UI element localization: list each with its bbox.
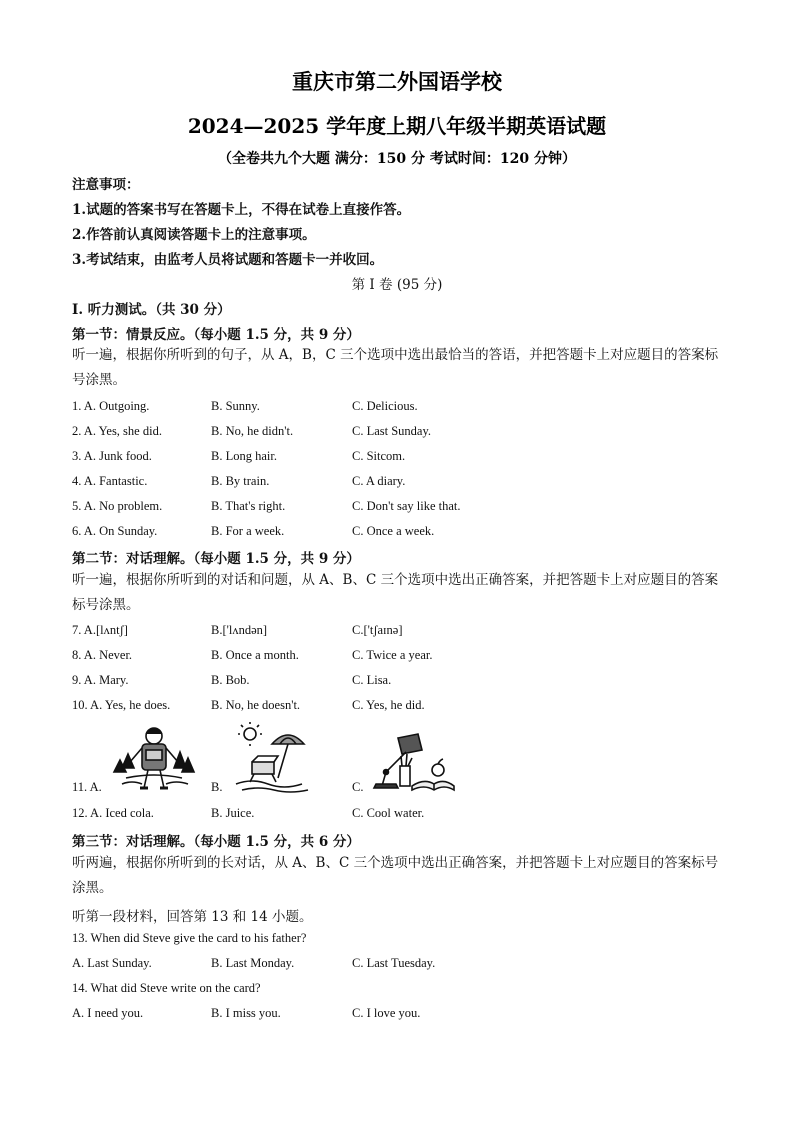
section2-title: 第二节：对话理解。（每小题 1.5 分，共 9 分） <box>72 551 360 567</box>
question-option: 8. A. Never. <box>72 648 133 662</box>
notes-heading: 注意事项： <box>72 177 140 193</box>
exam-title: 2024—2025 学年度上期八年级半期英语试题 <box>187 114 607 138</box>
question-option: C. I love you. <box>352 1006 421 1020</box>
question-option: C. Once a week. <box>352 524 435 538</box>
part1-title: I. 听力测试。（共 30 分） <box>72 302 231 318</box>
exam-info: （全卷共九个大题 满分：150 分 考试时间：120 分钟） <box>218 151 576 167</box>
question-option: B.['lʌndən] <box>211 623 268 637</box>
question-13: 13. When did Steve give the card to his father? <box>72 931 307 945</box>
question-option: C. Twice a year. <box>352 648 433 662</box>
question-option: B. I miss you. <box>211 1006 281 1020</box>
volume-title: 第 I 卷 (95 分) <box>351 277 443 293</box>
question-option: C.['tʃaɪnə] <box>352 623 403 637</box>
question-option: 6. A. On Sunday. <box>72 524 158 538</box>
question-option: C. Lisa. <box>352 673 392 687</box>
question-option: A. I need you. <box>72 1006 144 1020</box>
question-option: 7. A.[lʌntʃ] <box>72 623 128 637</box>
question-option: B. Juice. <box>211 806 255 820</box>
question-option: B. Long hair. <box>211 449 277 463</box>
question-option: C. Sitcom. <box>352 449 406 463</box>
question-option: B. Once a month. <box>211 648 299 662</box>
question-option: C. Last Tuesday. <box>352 956 436 970</box>
question-option: C. <box>352 780 364 794</box>
question-option: 2. A. Yes, she did. <box>72 424 162 438</box>
beach-umbrella-icon <box>232 722 316 794</box>
section3-title: 第三节：对话理解。（每小题 1.5 分，共 6 分） <box>72 834 360 850</box>
question-option: 11. A. <box>72 780 102 794</box>
section3-lead: 听第一段材料，回答第 13 和 14 小题。 <box>72 909 313 925</box>
question-option: B. No, he didn't. <box>211 424 294 438</box>
question-option: C. Last Sunday. <box>352 424 432 438</box>
question-option: B. Last Monday. <box>211 956 295 970</box>
question-option: B. No, he doesn't. <box>211 698 301 712</box>
section3-instructions: 听两遍，根据你所听到的长对话，从 A、B、C 三个选项中选出正确答案，并把答题卡上对应题目的答案标号涂黑。 <box>72 855 719 896</box>
question-option: A. Last Sunday. <box>72 956 152 970</box>
section2-instructions: 听一遍，根据你所听到的对话和问题，从 A、B、C 三个选项中选出正确答案，并把答题卡上对应题目的答案标号涂黑。 <box>72 572 719 613</box>
question-option: B. By train. <box>211 474 270 488</box>
question-option: B. Sunny. <box>211 399 260 413</box>
question-option: B. Bob. <box>211 673 250 687</box>
note-item: 2.作答前认真阅读答题卡上的注意事项。 <box>72 227 316 243</box>
question-option: 10. A. Yes, he does. <box>72 698 171 712</box>
desk-lamp-books-icon <box>372 728 456 794</box>
note-item: 3.考试结束，由监考人员将试题和答题卡一并收回。 <box>72 252 384 268</box>
question-option: 3. A. Junk food. <box>72 449 152 463</box>
question-option: 1. A. Outgoing. <box>72 399 150 413</box>
note-item: 1.试题的答案书写在答题卡上，不得在试卷上直接作答。 <box>72 202 411 218</box>
question-option: B. That's right. <box>211 499 286 513</box>
question-option: C. Delicious. <box>352 399 418 413</box>
question-option: 12. A. Iced cola. <box>72 806 154 820</box>
question-option: 4. A. Fantastic. <box>72 474 148 488</box>
question-option: B. For a week. <box>211 524 285 538</box>
question-14: 14. What did Steve write on the card? <box>72 981 261 995</box>
question-option: C. Cool water. <box>352 806 425 820</box>
question-option: B. <box>211 780 223 794</box>
question-option: C. A diary. <box>352 474 406 488</box>
section1-title: 第一节：情景反应。（每小题 1.5 分，共 9 分） <box>72 327 360 343</box>
section1-instructions: 听一遍，根据你所听到的句子，从 A，B，C 三个选项中选出最恰当的答语，并把答题卡上对应题目的答案标号涂黑。 <box>72 347 719 388</box>
question-option: C. Don't say like that. <box>352 499 461 513</box>
hiker-icon <box>112 722 196 794</box>
question-option: 9. A. Mary. <box>72 673 129 687</box>
school-name: 重庆市第二外国语学校 <box>292 69 502 94</box>
question-option: 5. A. No problem. <box>72 499 163 513</box>
question-option: C. Yes, he did. <box>352 698 425 712</box>
